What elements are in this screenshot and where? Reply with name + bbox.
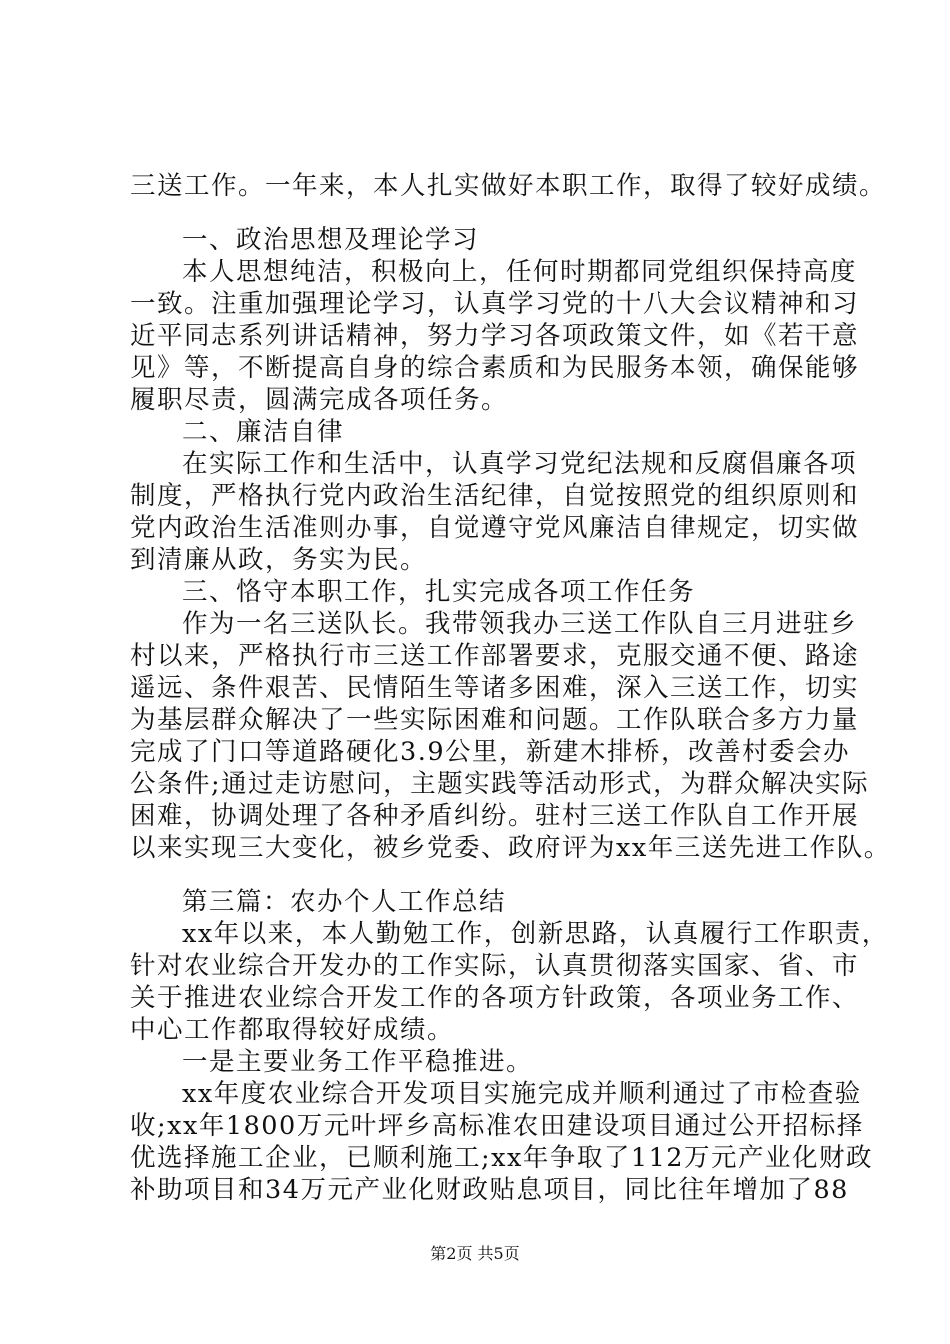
body-line: 公条件;通过走访慰问，主题实践等活动形式，为群众解决实际 [130, 769, 870, 799]
document-body [130, 170, 891, 1206]
body-line: 村以来，严格执行市三送工作部署要求，克服交通不便、路途 [130, 641, 860, 671]
body-line: 补助项目和34万元产业化财政贴息项目，同比往年增加了88 [130, 1175, 849, 1205]
body-line: 到清廉从政，务实为民。 [130, 545, 428, 575]
body-line: 履职尽责，圆满完成各项任务。 [130, 385, 509, 415]
body-line: 本人思想纯洁，积极向上，任何时期都同党组织保持高度 [182, 257, 858, 287]
body-line: 近平同志系列讲话精神，努力学习各项政策文件，如《若干意 [130, 321, 860, 351]
section-heading: 二、廉洁自律 [182, 417, 345, 447]
article-title: 第三篇：农办个人工作总结 [182, 887, 507, 917]
body-line: 党内政治生活准则办事，自觉遵守党风廉洁自律规定，切实做 [130, 513, 860, 543]
body-line: 收;xx年1800万元叶坪乡高标准农田建设项目通过公开招标择 [130, 1111, 864, 1141]
body-line: 以来实现三大变化，被乡党委、政府评为xx年三送先进工作队。 [130, 833, 891, 863]
body-line: 优选择施工企业，已顺利施工;xx年争取了112万元产业化财政 [130, 1143, 874, 1173]
body-line: 见》等，不断提高自身的综合素质和为民服务本领，确保能够 [130, 353, 860, 383]
body-line: 关于推进农业综合开发工作的各项方针政策，各项业务工作、 [130, 983, 860, 1013]
body-line: 作为一名三送队长。我带领我办三送工作队自三月进驻乡 [182, 609, 858, 639]
body-line: 遥远、条件艰苦、民情陌生等诸多困难，深入三送工作，切实 [130, 673, 860, 703]
section-heading: 一是主要业务工作平稳推进。 [182, 1047, 534, 1077]
body-line: 中心工作都取得较好成绩。 [130, 1015, 455, 1045]
body-line: xx年度农业综合开发项目实施完成并顺利通过了市检查验 [182, 1079, 862, 1109]
body-line: 完成了门口等道路硬化3.9公里，新建木排桥，改善村委会办 [130, 737, 851, 767]
body-line: 制度，严格执行党内政治生活纪律，自觉按照党的组织原则和 [130, 481, 860, 511]
body-line: 一致。注重加强理论学习，认真学习党的十八大会议精神和习 [130, 289, 860, 319]
body-line: 三送工作。一年来，本人扎实做好本职工作，取得了较好成绩。 [130, 171, 887, 201]
section-heading: 三、恪守本职工作，扎实完成各项工作任务 [182, 577, 696, 607]
body-line: 针对农业综合开发办的工作实际，认真贯彻落实国家、省、市 [130, 951, 860, 981]
paragraph-gap [130, 202, 830, 224]
page-footer: 第2页 共5页 [430, 1244, 520, 1263]
paragraph-gap [130, 864, 830, 886]
body-line: 困难，协调处理了各种矛盾纠纷。驻村三送工作队自工作开展 [130, 801, 860, 831]
body-line: xx年以来，本人勤勉工作，创新思路，认真履行工作职责， [182, 919, 889, 949]
body-line: 在实际工作和生活中，认真学习党纪法规和反腐倡廉各项 [182, 449, 858, 479]
section-heading: 一、政治思想及理论学习 [182, 225, 480, 255]
body-line: 为基层群众解决了一些实际困难和问题。工作队联合多方力量 [130, 705, 860, 735]
